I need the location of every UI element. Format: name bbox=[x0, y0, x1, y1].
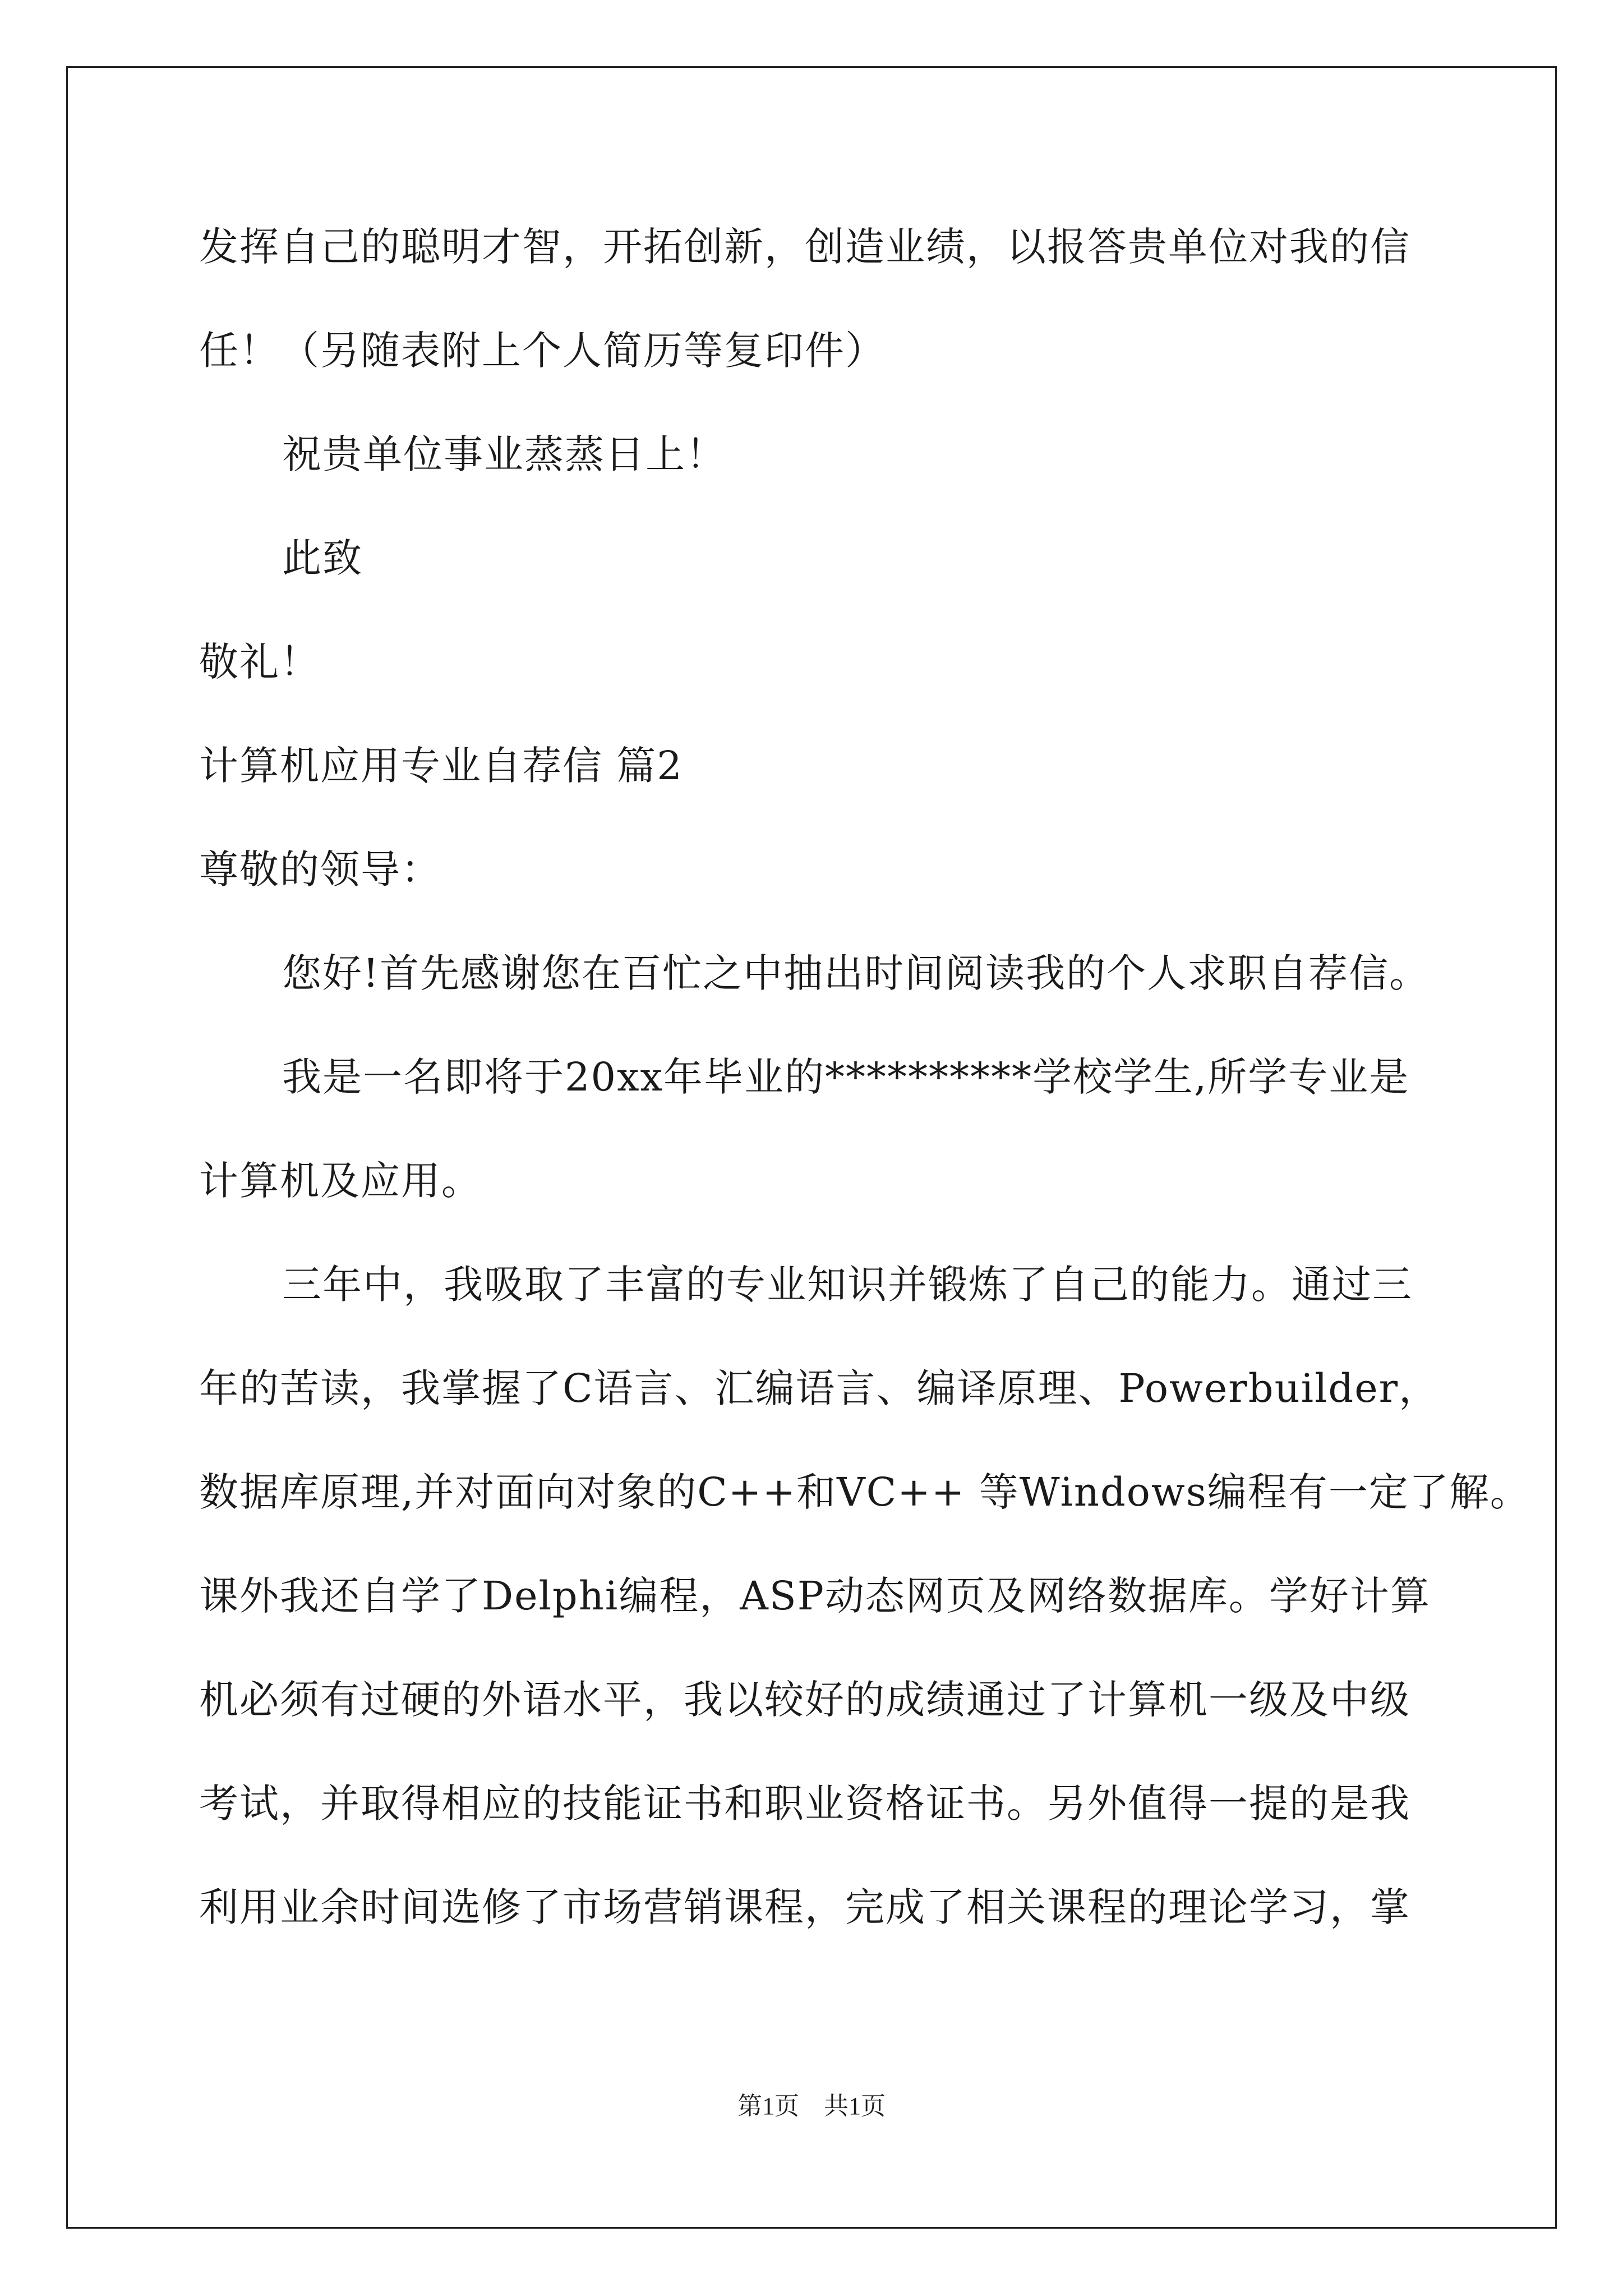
closing-regards: 敬礼！ bbox=[199, 639, 320, 685]
paragraph-line: 机必须有过硬的外语水平，我以较好的成绩通过了计算机一级及中级 bbox=[199, 1677, 1410, 1723]
paragraph-line: 发挥自己的聪明才智，开拓创新，创造业绩，以报答贵单位对我的信 bbox=[199, 224, 1410, 270]
paragraph-line: 我是一名即将于20xx年毕业的**********学校学生,所学专业是 bbox=[282, 1054, 1410, 1100]
paragraph-line: 年的苦读，我掌握了C语言、汇编语言、编译原理、Powerbuilder， bbox=[199, 1365, 1440, 1411]
paragraph-line: 利用业余时间选修了市场营销课程，完成了相关课程的理论学习，掌 bbox=[199, 1884, 1410, 1930]
closing-salutation: 此致 bbox=[282, 535, 363, 581]
page-number: 第1页 共1页 bbox=[737, 2092, 886, 2120]
paragraph-line: 数据库原理,并对面向对象的C++和VC++ 等Windows编程有一定了解。 bbox=[199, 1469, 1530, 1515]
paragraph-line: 三年中，我吸取了丰富的专业知识并锻炼了自己的能力。通过三 bbox=[282, 1262, 1413, 1308]
closing-wish: 祝贵单位事业蒸蒸日上！ bbox=[282, 431, 726, 477]
paragraph-line: 课外我还自学了Delphi编程，ASP动态网页及网络数据库。学好计算 bbox=[199, 1573, 1431, 1619]
paragraph-line: 考试，并取得相应的技能证书和职业资格证书。另外值得一提的是我 bbox=[199, 1780, 1410, 1826]
section-title: 计算机应用专业自荐信 篇2 bbox=[199, 743, 683, 789]
paragraph-line: 您好!首先感谢您在百忙之中抽出时间阅读我的个人求职自荐信。 bbox=[282, 950, 1430, 996]
greeting: 尊敬的领导： bbox=[199, 846, 441, 892]
paragraph-line: 任！（另随表附上个人简历等复印件） bbox=[199, 328, 886, 374]
paragraph-line: 计算机及应用。 bbox=[199, 1158, 482, 1204]
